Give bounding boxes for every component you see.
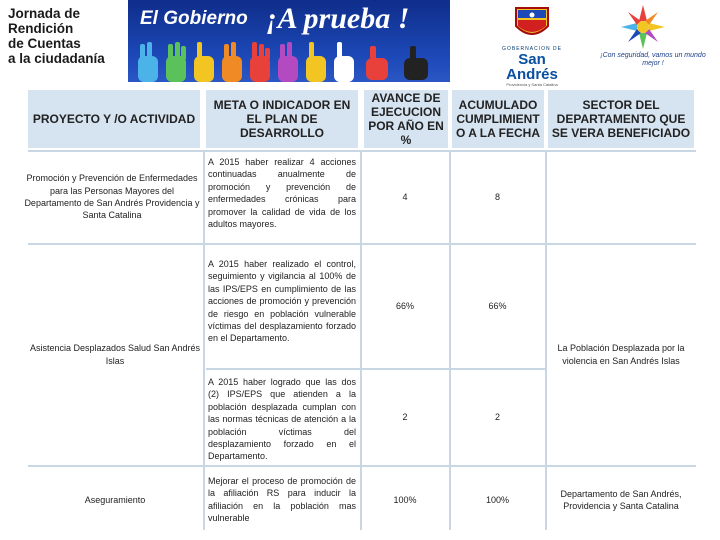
sector-cell — [547, 467, 695, 533]
goal-text: A 2015 haber logrado que las dos (2) IPS/EPS que atienden a la población desplazada cumplan con las normas técnicas de atención a la población víctimas del desplazamiento forzado en el Departamento. — [208, 377, 356, 462]
event-title — [8, 6, 120, 66]
advance-value: 66% — [395, 300, 414, 311]
project-cell — [28, 245, 202, 464]
accumulated-value: 66% — [488, 300, 507, 311]
prueba-title: ¡A prueba ! — [266, 2, 410, 35]
goal-cell — [208, 376, 356, 462]
header-goal — [206, 90, 358, 148]
goal-cell — [208, 156, 356, 240]
advance-cell — [362, 370, 448, 464]
event-title-line: Rendición — [8, 21, 74, 36]
banner — [0, 0, 720, 87]
accumulated-cell — [451, 245, 544, 367]
accumulated-cell — [451, 370, 544, 464]
gobierno-banner — [128, 0, 450, 82]
raised-hands-icon — [134, 42, 444, 82]
sector-text: Departamento de San Andrés, Providencia y Santa Catalina — [560, 488, 682, 511]
sector-text: La Población Desplazada por la violencia en San Andrés Islas — [557, 343, 685, 366]
project-text: Aseguramiento — [84, 494, 146, 505]
accumulated-value: 100% — [485, 494, 510, 505]
header-sector-label: SECTOR DEL DEPARTAMENTO QUE SE VERA BENEFICIADO — [551, 98, 691, 140]
gobierno-title: El Gobierno — [140, 8, 248, 29]
header-advance — [364, 90, 448, 148]
project-cell — [22, 152, 202, 242]
header-sector — [548, 90, 694, 148]
project-text: Promoción y Prevención de Enfermedades para las Personas Mayores del Departamento de San Andrés Providencia y Santa Catalina — [24, 173, 200, 221]
goal-text: A 2015 haber realizado el control, seguimiento y vigilancia al 100% de las IPS/EPS en cumplimiento de las acciones de promoción y prevención de riesgo en población vulnerable víctimas del desplazamiento forzado en el Departamento. — [208, 259, 356, 344]
accumulated-value: 8 — [494, 191, 500, 202]
gobernacion-subtitle: Providencia y Santa Catalina — [506, 82, 558, 87]
project-text: Asistencia Desplazados Salud San Andrés Islas — [29, 343, 201, 366]
header-project — [28, 90, 200, 148]
gobernacion-logo — [496, 46, 568, 87]
sun-logo-icon — [620, 4, 666, 50]
gobernacion-name: San Andrés — [506, 51, 558, 83]
slogan: ¡Con seguridad, vamos un mundo mejor ! — [600, 52, 706, 67]
advance-value: 2 — [402, 411, 408, 422]
advance-value: 4 — [402, 191, 408, 202]
goal-text: A 2015 haber realizar 4 acciones continuadas anualmente de promoción y prevención de enfermedades crónicas para promover la calidad de vida de los adultos mayores. — [208, 157, 356, 230]
header-accumulated — [452, 90, 544, 148]
column-divider — [203, 150, 205, 530]
header-project-label: PROYECTO Y /O ACTIVIDAD — [32, 112, 196, 126]
accumulated-cell — [451, 467, 544, 533]
accumulated-value: 2 — [494, 411, 500, 422]
sector-cell — [547, 245, 695, 464]
goal-cell — [208, 475, 356, 531]
header-goal-label: META O INDICADOR EN EL PLAN DE DESARROLLO — [213, 98, 351, 140]
goal-text: Mejorar el proceso de promoción de la afiliación RS para inducir la afiliación en la población mas vulnerable — [208, 476, 356, 524]
goal-cell — [208, 258, 356, 364]
project-cell — [28, 467, 202, 533]
coat-of-arms-icon — [512, 6, 552, 42]
advance-value: 100% — [393, 494, 417, 505]
event-title-line: de Cuentas — [8, 36, 81, 51]
event-title-line: Jornada de — [8, 6, 81, 21]
sector-cell — [547, 152, 695, 242]
event-title-line: a la ciudadanía — [8, 51, 105, 66]
advance-cell — [362, 245, 448, 367]
accumulated-cell — [451, 152, 544, 242]
header-advance-label: AVANCE DE EJECUCION POR AÑO EN % — [368, 91, 444, 147]
header-accumulated-label: ACUMULADO CUMPLIMIENT O A LA FECHA — [456, 98, 540, 140]
advance-cell — [362, 467, 448, 533]
gobernacion-label: GOBERNACION DE — [502, 46, 562, 52]
advance-cell — [362, 152, 448, 242]
